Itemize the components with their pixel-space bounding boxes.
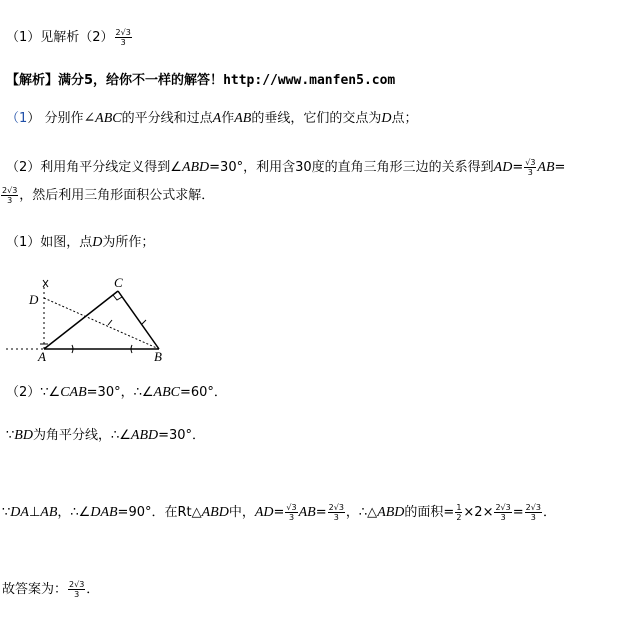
solution-2-line-3: ∵DA⊥AB，∴∠DAB=90°．在Rt△ABD中，AD= $\frac{√3}{3}$ AB= $\frac{2√3}{3}$ ，∴△ABD的面积= $\frac{1}{2}$ ×2× $\frac{2√3}{3}$ = $\frac{2√3}{3}$ ． <box>2 503 556 522</box>
banner-url: http://www.manfen5.com <box>223 73 396 88</box>
answer-text: （1）见解析（2） <box>6 30 114 45</box>
triangle-figure <box>0 270 180 370</box>
banner <box>6 72 395 90</box>
hint-1: （1） 分别作∠ABC的平分线和过点A作AB的垂线，它们的交点为D点； <box>6 111 418 126</box>
label-d: D <box>29 292 39 307</box>
solution-2-line-1: （2）∵∠CAB=30°，∴∠ABC=60°． <box>6 385 227 400</box>
hint-2: （2）利用角平分线定义得到∠ABD=30°，利用含30度的直角三角形三边的关系得到AD= $\frac{√3}{3}$ AB= <box>6 158 566 177</box>
hint-2-cont: $\frac{2√3}{3}$ ，然后利用三角形面积公式求解． <box>2 186 215 205</box>
side-ac <box>44 291 118 349</box>
arc-mark-bc <box>142 320 146 324</box>
final-answer: 故答案为： $\frac{2√3}{3}$ ． <box>2 580 100 599</box>
answer-fraction: $\frac{2√3}{3}$ <box>115 28 131 47</box>
solution-2-line-2: ∵BD为角平分线，∴∠ABD=30°． <box>6 428 206 443</box>
answer-line <box>6 28 133 47</box>
arc-mark-bisector <box>108 320 112 325</box>
analysis-tag: 【解析】 <box>6 73 59 88</box>
label-b: B <box>154 349 162 364</box>
banner-slogan: 满分5，给你不一样的解答！ <box>58 73 224 88</box>
label-a: A <box>38 349 46 364</box>
solution-1: （1）如图，点D为所作； <box>6 235 155 250</box>
side-bc <box>118 291 159 349</box>
label-c: C <box>114 275 123 290</box>
